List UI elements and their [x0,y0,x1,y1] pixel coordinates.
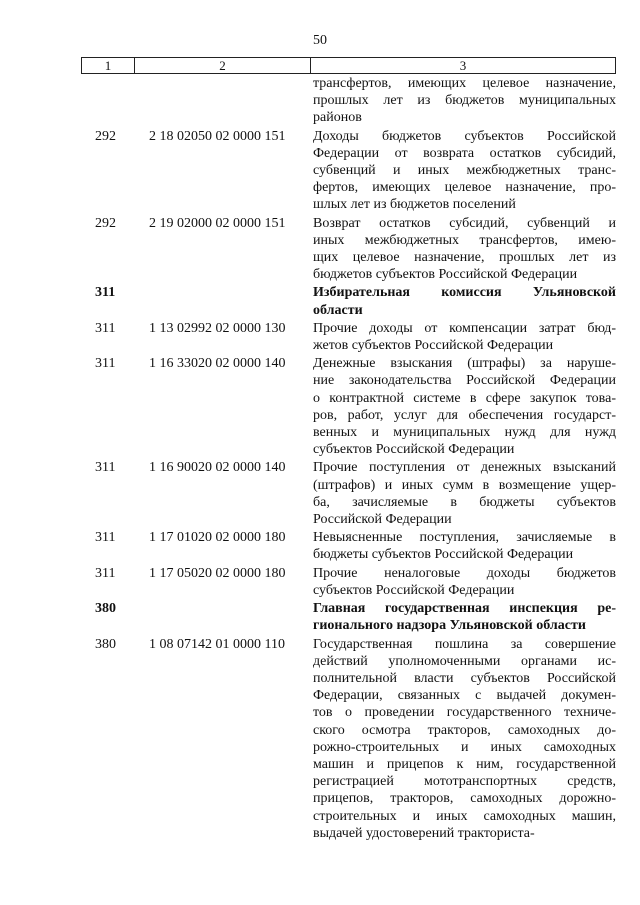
description-line: области [313,302,363,318]
header-col-3: 3 [459,58,467,73]
header-col-2: 2 [135,58,311,73]
description-line: венных и муниципальных нужд для нужд [313,425,616,441]
income-description [313,600,616,634]
income-description [313,320,616,354]
admin-code: 311 [95,320,116,336]
admin-code: 292 [95,215,116,231]
admin-code: 311 [95,565,116,581]
admin-code [81,75,141,127]
description-line: трансфертов, имеющих целевое назначение, [313,76,616,91]
budget-classification-code: 1 17 01020 02 0000 180 [149,530,286,546]
table-row [81,75,616,127]
description-line: прошлых лет из бюджетов муниципальных [313,93,616,109]
description-line: о контрактной системе в сфере закупок това- [313,390,616,406]
table-row [81,128,616,214]
description-line: Главная государственная инспекция ре- [313,601,616,617]
income-description [313,636,616,842]
admin-code: 311 [95,285,116,301]
description-line: районов [313,110,362,126]
income-description [313,529,616,563]
budget-classification-code [141,75,313,127]
description-line: Государственная пошлина за совершение [313,636,616,652]
budget-classification-code: 1 16 33020 02 0000 140 [149,356,286,372]
description-line: ба, зачисляемые в бюджеты субъектов [313,494,616,510]
description-line: шлых лет из бюджетов поселений [313,197,516,213]
description-line: прицепов, тракторов, самоходных дорожно- [313,791,616,807]
budget-classification-code: 1 16 90020 02 0000 140 [149,460,286,476]
description-line: Прочие неналоговые доходы бюджетов [313,565,616,581]
admin-code: 311 [95,530,116,546]
description-line: Доходы бюджетов субъектов Российской [313,128,616,144]
description-line: иных межбюджетных трансфертов, имею- [313,232,616,248]
table-row [81,565,616,599]
description-line: Российской Федерации [313,512,452,528]
income-description [313,215,616,284]
table-body [81,75,616,842]
description-line: жетов субъектов Российской Федерации [313,338,554,354]
admin-code: 311 [95,356,116,372]
description-line: Федерации, связанных с выдачей докумен- [313,688,616,704]
description-line: ров, работ, услуг для обеспечения государст- [313,407,616,423]
description-line: субъектов Российской Федерации [313,582,515,598]
description-line: Денежные взыскания (штрафы) за наруше- [313,356,616,372]
table-row [81,355,616,458]
description-line: ского осмотра тракторов, самоходных до- [313,722,616,738]
description-line: Прочие доходы от компенсации затрат бюд- [313,320,616,336]
income-description [313,284,616,318]
admin-code: 380 [95,636,116,652]
budget-classification-code: 1 08 07142 01 0000 110 [149,636,285,652]
budget-classification-code: 2 18 02050 02 0000 151 [149,128,286,144]
budget-classification-code: 1 17 05020 02 0000 180 [149,565,286,581]
table-row [81,529,616,563]
description-line: тов о проведении государственного техниче- [313,705,616,721]
admin-code: 380 [95,601,116,617]
description-line: машин и прицепов к ним, государственной [313,756,616,772]
page-number: 50 [313,33,327,48]
description-line: ние законодательства Российской Федерации [313,373,616,389]
description-line: выдачей удостоверений тракториста- [313,825,535,841]
budget-classification-code: 2 19 02000 02 0000 151 [149,215,286,231]
admin-code: 311 [95,460,116,476]
table-row [81,215,616,284]
description-line: бюджетов субъектов Российской Федерации [313,267,578,283]
description-line: Возврат остатков субсидий, субвенций и [313,215,616,231]
section-heading-row [81,600,616,634]
budget-classification-code: 1 13 02992 02 0000 130 [149,320,286,336]
description-line: Прочие поступления от денежных взысканий [313,460,616,476]
description-line: рожно-строительных и иных самоходных [313,739,616,755]
description-line: гионального надзора Ульяновской области [313,618,586,634]
table-header [81,57,616,74]
description-line: регистрацией мототранспортных средств, [313,774,616,790]
description-line: строительных и иных самоходных машин, [313,808,616,824]
description-line: Федерации от возврата остатков субсидий, [313,145,616,161]
income-description [313,355,616,458]
header-col-1: 1 [82,58,135,73]
table-row [81,320,616,354]
budget-classification-code [141,284,313,318]
description-line: полнительной власти субъектов Российской [313,670,616,686]
section-heading-row [81,284,616,318]
description-line: бюджеты субъектов Российской Федерации [313,547,574,563]
income-description [313,459,616,528]
description-line: субъектов Российской Федерации [313,442,515,458]
description-line: фертов, имеющих целевое назначение, про- [313,180,616,196]
description-line: щих целевое назначение, прошлых лет из [313,250,616,266]
admin-code: 292 [95,128,116,144]
description-line: Невыясненные поступления, зачисляемые в [313,530,616,546]
income-description [313,128,616,214]
income-description [313,565,616,599]
description-line: Избирательная комиссия Ульяновской [313,285,616,301]
table-row [81,459,616,528]
budget-classification-code [141,600,313,634]
income-description [313,75,616,127]
table-row [81,636,616,842]
description-line: субвенций и иных межбюджетных транс- [313,163,616,179]
description-line: (штрафов) и иных сумм в возмещение ущер- [313,477,616,493]
description-line: действий уполномоченными органами ис- [313,653,616,669]
